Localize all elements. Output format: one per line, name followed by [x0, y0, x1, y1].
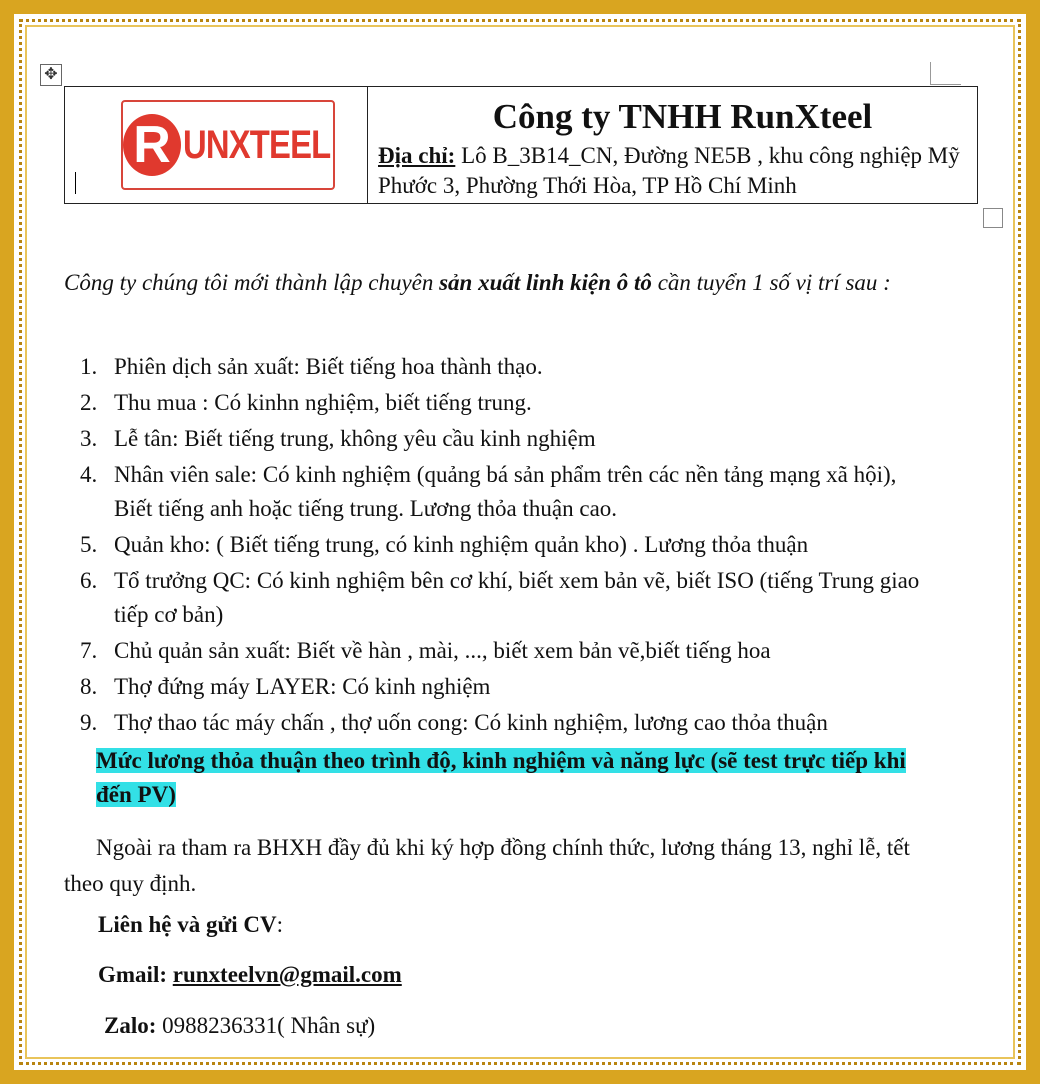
company-logo: [121, 100, 335, 190]
list-item: [80, 422, 940, 456]
list-number: 4.: [80, 462, 98, 487]
list-number: 2.: [80, 390, 98, 415]
salary-note-text: Mức lương thỏa thuận theo trình độ, kinh nghiệm và năng lực (sẽ test trực tiếp khi đến PV): [96, 748, 906, 807]
list-text: Chủ quản sản xuất: Biết về hàn , mài, ..., biết xem bản vẽ,biết tiếng hoa: [114, 638, 771, 663]
table-move-handle-icon[interactable]: ✥: [40, 64, 62, 86]
list-number: 5.: [80, 532, 98, 557]
list-item: [80, 458, 940, 526]
contact-label: [98, 912, 283, 938]
zalo-label: Zalo:: [104, 1013, 157, 1038]
benefits-paragraph: Ngoài ra tham ra BHXH đầy đủ khi ký hợp đồng chính thức, lương tháng 13, nghỉ lễ, tết theo quy định.: [64, 835, 910, 896]
list-text: Phiên dịch sản xuất: Biết tiếng hoa thành thạo.: [114, 354, 543, 379]
list-text: Thợ đứng máy LAYER: Có kinh nghiệm: [114, 674, 491, 699]
intro-text-1: Công ty chúng tôi mới thành lập chuyên: [64, 270, 440, 295]
list-text: Tổ trưởng QC: Có kinh nghiệm bên cơ khí, biết xem bản vẽ, biết ISO (tiếng Trung giao tiếp cơ bản): [114, 568, 920, 627]
company-name: Công ty TNHH RunXteel: [492, 97, 873, 136]
header-table: [64, 86, 978, 204]
contact-label-colon: :: [276, 912, 284, 937]
salary-note: [96, 744, 926, 812]
intro-text-2: cần tuyển 1 số vị trí sau :: [651, 270, 891, 295]
list-item: [80, 670, 940, 704]
list-number: 6.: [80, 568, 98, 593]
intro-paragraph: [64, 252, 924, 314]
list-item: [80, 350, 940, 384]
zalo-line: [104, 1013, 375, 1039]
table-resize-handle[interactable]: [983, 208, 1003, 228]
list-item: [80, 386, 940, 420]
gmail-line: [98, 962, 402, 988]
list-number: 9.: [80, 710, 98, 735]
job-list: [80, 350, 940, 742]
list-number: 8.: [80, 674, 98, 699]
margin-mark: [930, 62, 961, 85]
intro-text-bold: sản xuất linh kiện ô tô: [439, 270, 652, 295]
list-text: Lễ tân: Biết tiếng trung, không yêu cầu kinh nghiệm: [114, 426, 596, 451]
text-caret: [75, 172, 76, 194]
gmail-label: Gmail:: [98, 962, 167, 987]
list-text: Thu mua : Có kinhn nghiệm, biết tiếng trung.: [114, 390, 532, 415]
company-address: [378, 141, 967, 201]
list-number: 7.: [80, 638, 98, 663]
list-number: 1.: [80, 354, 98, 379]
list-item: [80, 528, 940, 562]
logo-cell: [65, 87, 368, 203]
address-label: Địa chỉ:: [378, 143, 456, 168]
list-text: Thợ thao tác máy chấn , thợ uốn cong: Có kinh nghiệm, lương cao thỏa thuận: [114, 710, 828, 735]
list-text: Quản kho: ( Biết tiếng trung, có kinh nghiệm quản kho) . Lương thỏa thuận: [114, 532, 809, 557]
zalo-value: 0988236331( Nhân sự): [156, 1013, 376, 1038]
list-item: [80, 634, 940, 668]
list-number: 3.: [80, 426, 98, 451]
gmail-link[interactable]: runxteelvn@gmail.com: [172, 962, 402, 987]
company-info-cell: [368, 87, 977, 203]
list-item: [80, 564, 940, 632]
address-value: Lô B_3B14_CN, Đường NE5B , khu công nghiệp Mỹ Phước 3, Phường Thới Hòa, TP Hồ Chí Minh: [378, 143, 960, 198]
logo-letter: R: [123, 114, 181, 176]
list-text: Nhân viên sale: Có kinh nghiệm (quảng bá sản phẩm trên các nền tảng mạng xã hội), Biết tiếng anh hoặc tiếng trung. Lương thỏa thuận cao.: [114, 462, 897, 521]
list-item: [80, 706, 940, 740]
contact-label-bold: Liên hệ và gửi CV: [98, 912, 277, 937]
logo-text: UNXTEEL: [183, 122, 331, 167]
